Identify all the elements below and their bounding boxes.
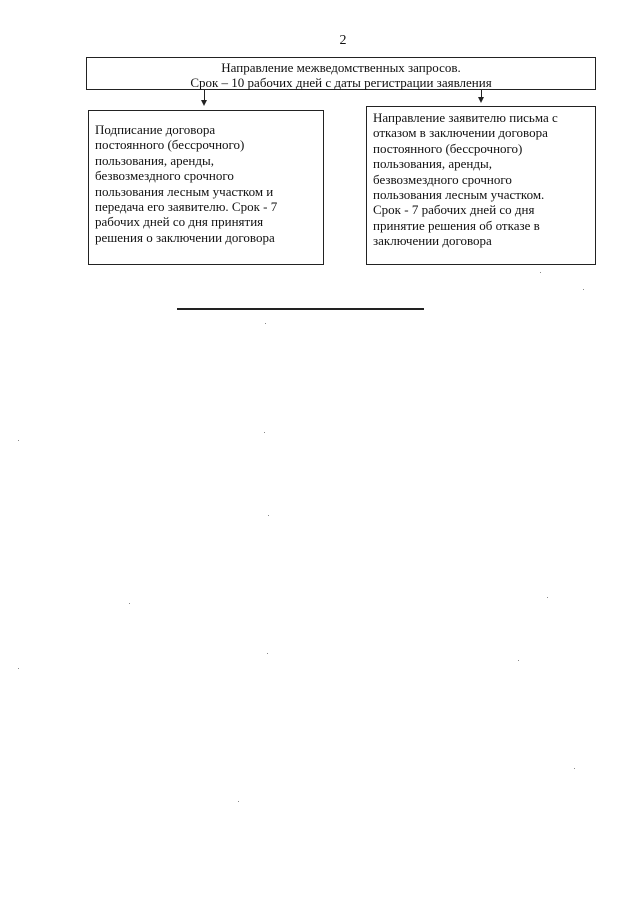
contract-signing-box <box>88 110 324 265</box>
left-box-line-3: пользования, аренды, <box>95 152 214 168</box>
top-box-line-2: Срок – 10 рабочих дней с даты регистрации заявления <box>190 75 492 91</box>
scan-speck <box>238 801 239 802</box>
left-box-line-5: пользования лесным участком и <box>95 183 274 199</box>
scan-speck <box>18 440 19 441</box>
interagency-requests-box <box>86 57 596 90</box>
right-box-line-4: пользования, аренды, <box>373 156 492 172</box>
left-box-line-2: постоянного (бессрочного) <box>95 137 245 153</box>
scan-speck <box>264 432 265 433</box>
right-box-line-7: Срок - 7 рабочих дней со дня <box>373 202 535 218</box>
left-box-line-4: безвозмездного срочного <box>95 168 234 184</box>
scan-speck <box>574 768 575 769</box>
scan-speck <box>583 289 584 290</box>
left-box-line-8: решения о заключении договора <box>95 229 275 245</box>
scan-speck <box>267 653 268 654</box>
left-box-line-6: передача его заявителю. Срок - 7 <box>95 199 278 215</box>
scan-speck <box>547 597 548 598</box>
scan-speck <box>268 515 269 516</box>
scan-speck <box>129 603 130 604</box>
refusal-letter-box <box>366 106 596 265</box>
top-box-line-1: Направление межведомственных запросов. <box>221 60 461 75</box>
scan-speck <box>540 272 541 273</box>
left-box-line-1: Подписание договора <box>95 122 216 137</box>
right-box-line-1: Направление заявителю письма с <box>373 110 558 125</box>
scan-speck <box>18 668 19 669</box>
scan-speck <box>518 660 519 661</box>
separator-line <box>177 308 424 310</box>
left-arrow-head <box>201 100 207 106</box>
right-box-line-5: безвозмездного срочного <box>373 171 512 187</box>
scan-speck <box>265 323 266 324</box>
page-number: 2 <box>339 33 347 48</box>
right-box-line-9: заключении договора <box>373 233 492 249</box>
right-box-line-6: пользования лесным участком. <box>373 187 545 203</box>
right-arrow-head <box>478 97 484 103</box>
right-box-line-8: принятие решения об отказе в <box>373 217 540 233</box>
right-box-line-2: отказом в заключении договора <box>373 125 548 141</box>
left-box-line-7: рабочих дней со дня принятия <box>95 214 264 230</box>
right-box-line-3: постоянного (бессрочного) <box>373 140 523 156</box>
